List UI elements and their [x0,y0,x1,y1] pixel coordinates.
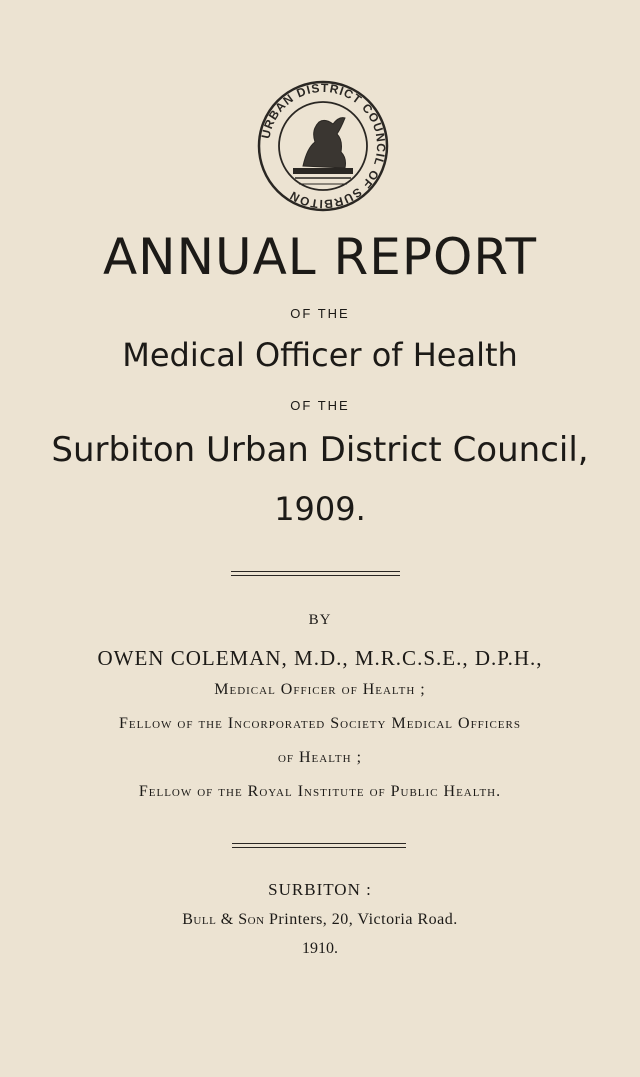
of-the-label-1: OF THE [290,306,350,321]
report-subtitle: Medical Officer of Health [122,336,518,374]
printer-address: Printers, 20, Victoria Road. [264,911,458,928]
imprint-place: SURBITON : [268,880,372,899]
report-title: ANNUAL REPORT [102,228,538,286]
of-the-label-2: OF THE [290,398,350,413]
double-rule-top-a [231,571,400,572]
imprint-printer [0,911,640,929]
council-seal-emblem [255,78,391,214]
double-rule-bottom-b [232,847,406,848]
author-title-3: of Health ; [277,749,363,766]
author-title-1: Medical Officer of Health ; [214,681,426,698]
author-name: OWEN COLEMAN, M.D., M.R.C.S.E., D.P.H., [97,646,543,670]
printer-name: Bull & Son [182,911,265,928]
double-rule-bottom-a [232,843,406,844]
svg-text:URBAN DISTRICT COUNCIL OF SURB: URBAN DISTRICT COUNCIL OF SURBITON [258,80,389,212]
council-name: Surbiton Urban District Council, [51,430,589,470]
author-title-4: Fellow of the Royal Institute of Public Health. [138,783,502,800]
author-title-2: Fellow of the Incorporated Society Medical Officers [119,715,521,732]
double-rule-top-b [231,575,400,576]
by-label: BY [308,612,332,628]
report-year: 1909. [274,490,366,528]
imprint-year: 1910. [302,940,338,957]
